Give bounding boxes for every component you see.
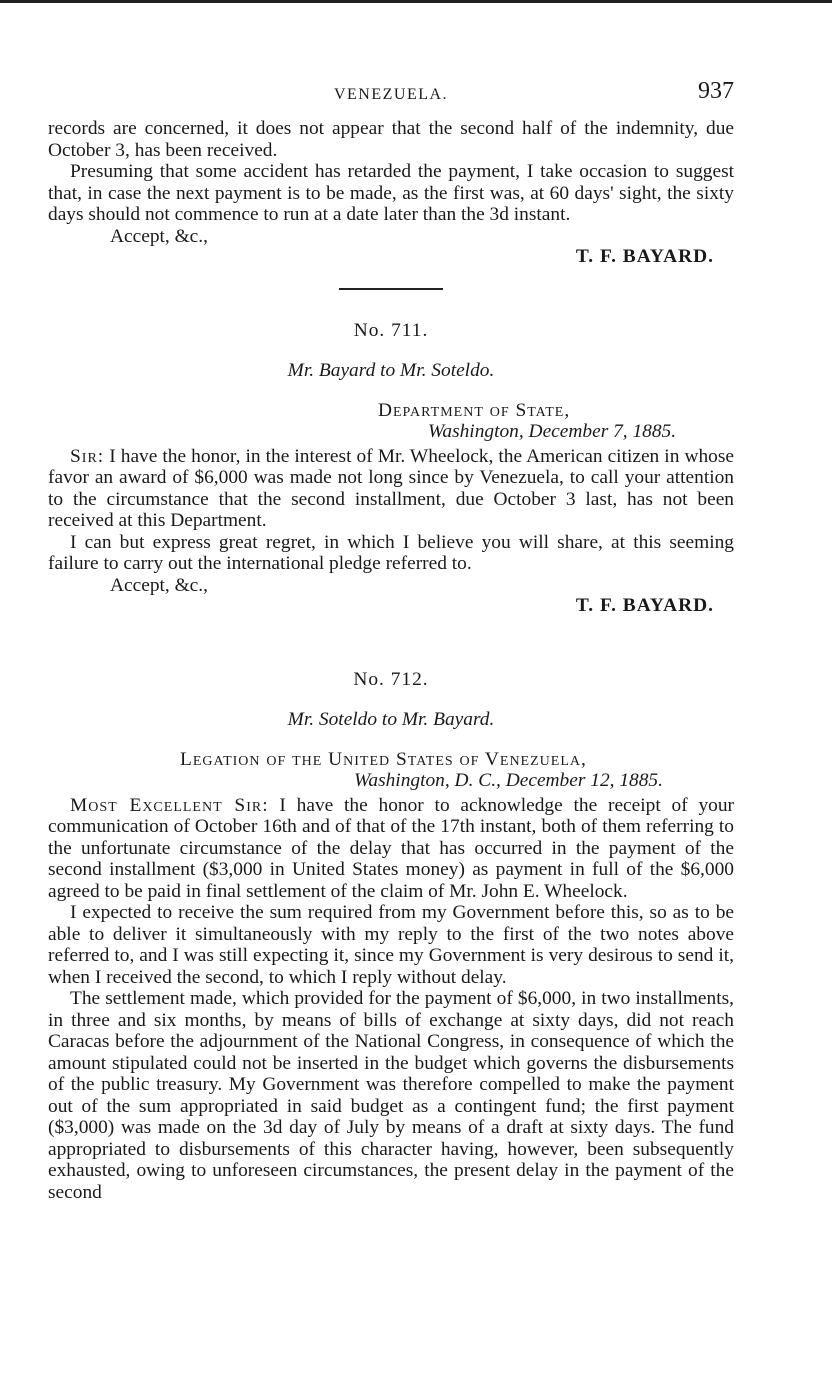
addressee-line: Mr. Bayard to Mr. Soteldo. [287,359,495,381]
page-header [48,78,734,118]
closing-block [48,226,734,270]
paragraph: I can but express great regret, in which I believe you will share, at this seeming failure to carry out the international pledge referred to. [48,531,734,574]
sender-line: Legation of the United States of Venezuela, [180,748,587,770]
closing-text: Accept, &c., [110,225,208,247]
running-head: VENEZUELA. [333,86,449,103]
paragraph-text: I have the honor, in the interest of Mr. Wheelock, the American citizen in whose favor an award of $6,000 was made not long since by Venezuela, to call your attention to the circumstance that the second installment, due October 3 last, has not been received at this Department. [48,445,734,531]
signature: T. F. BAYARD. [575,245,714,267]
sender-line: Department of State, [378,399,571,421]
paragraph: The settlement made, which provided for the payment of $6,000, in two installments, in three and six months, by means of bills of exchange at sixty days, did not reach Caracas before the adjournment of the National Congress, in consequence of which the amount stipulated could not be inserted in the budget which governs the disbursements of the public treasury. My Government was therefore compelled to make the payment out of the sum appropriated in said budget as a contingent fund; the first payment ($3,000) was made on the 3d day of July by means of a draft at sixty days. The fund appropriated to disbursements of this character having, however, been subsequently exhausted, owing to unforeseen circumstances, the present delay in the payment of the second [48,988,734,1203]
section-divider [339,288,443,290]
top-border [0,0,832,3]
document-number: No. 712. [353,668,429,690]
paragraph: I expected to receive the sum required from my Government before this, so as to be able to deliver it simultaneously with my reply to the first of the two notes above referred to, and I was still expecting it, since my Government is very desirous to send it, when I received the second, to which I reply without delay. [48,902,734,988]
addressee-line: Mr. Soteldo to Mr. Bayard. [287,708,495,730]
paragraph [48,446,734,532]
paragraph [48,795,734,903]
document-number: No. 711. [353,319,429,341]
salutation: Sir: [70,445,105,467]
closing-block [48,575,734,619]
paragraph-text: I have the honor to acknowledge the receipt of your communication of October 16th and of that of the 17th instant, both of them referring to the unfortunate circumstance of the delay that has occurred in the payment of the second installment ($3,000 in United States money) as payment in full of the $6,000 agreed to be paid in final settlement of the claim of Mr. John E. Wheelock. [48,794,735,902]
sender-block [48,400,734,442]
signature: T. F. BAYARD. [575,594,714,616]
date-line: Washington, December 7, 1885. [428,420,677,442]
document-page [48,78,734,1203]
page-number: 937 [698,78,734,104]
date-line: Washington, D. C., December 12, 1885. [354,769,663,791]
salutation: Most Excellent Sir: [70,794,269,816]
sender-block [48,749,734,791]
closing-text: Accept, &c., [110,574,208,596]
paragraph: records are concerned, it does not appear that the second half of the indemnity, due October 3, has been received. [48,118,734,161]
paragraph: Presuming that some accident has retarded the payment, I take occasion to suggest that, in case the next payment is to be made, as the first was, at 60 days' sight, the sixty days should not commence to run at a date later than the 3d instant. [48,161,734,225]
